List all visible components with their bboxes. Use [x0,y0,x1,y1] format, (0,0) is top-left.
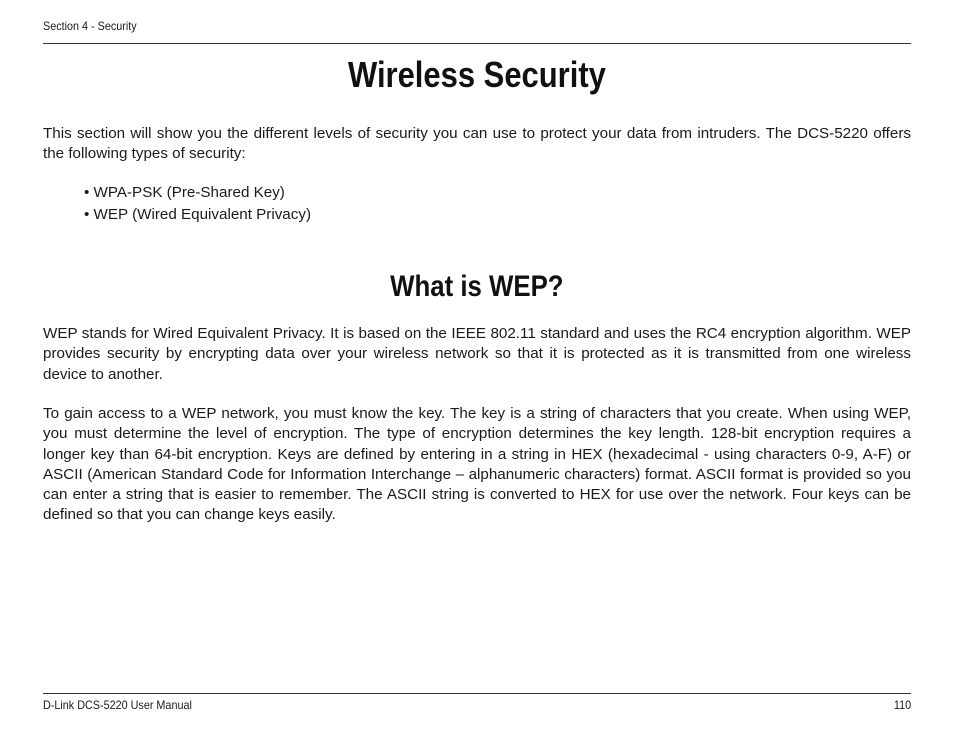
manual-title: D-Link DCS-5220 User Manual [43,698,192,712]
intro-paragraph: This section will show you the different levels of security you can use to protect your data from intruders. The DCS-5220 offers the following types of security: [43,125,911,163]
wep-heading-text: What is WEP? [390,270,564,303]
footer-divider [43,693,911,694]
list-item: • WPA-PSK (Pre-Shared Key) [84,184,285,201]
page-number: 110 [893,698,911,712]
page-title [43,53,911,97]
page-title-text: Wireless Security [348,54,606,95]
header-divider [43,43,911,44]
wep-heading [43,268,911,306]
wep-paragraph-1: WEP stands for Wired Equivalent Privacy. It is based on the IEEE 802.11 standard and uses the RC4 encryption algorithm. WEP provides security by encrypting data over your wireless network so that it is protected as it is transmitted from one wireless device to another. [43,325,911,383]
security-types-list [84,182,311,225]
section-label: Section 4 - Security [43,19,137,33]
wep-paragraph-2: To gain access to a WEP network, you must know the key. The key is a string of characters that you create. When using WEP, you must determine the level of encryption. The type of encryption determines the key length. 128-bit encryption requires a longer key than 64-bit encryption. Keys are defined by entering in a string in HEX (hexadecimal - using characters 0-9, A-F) or ASCII (American Standard Code for Information Interchange – alphanumeric characters) format. ASCII format is provided so you can enter a string that is easier to remember. The ASCII string is converted to HEX for use over the network. Four keys can be defined so that you can change keys easily. [43,405,911,524]
list-item: • WEP (Wired Equivalent Privacy) [84,205,312,223]
